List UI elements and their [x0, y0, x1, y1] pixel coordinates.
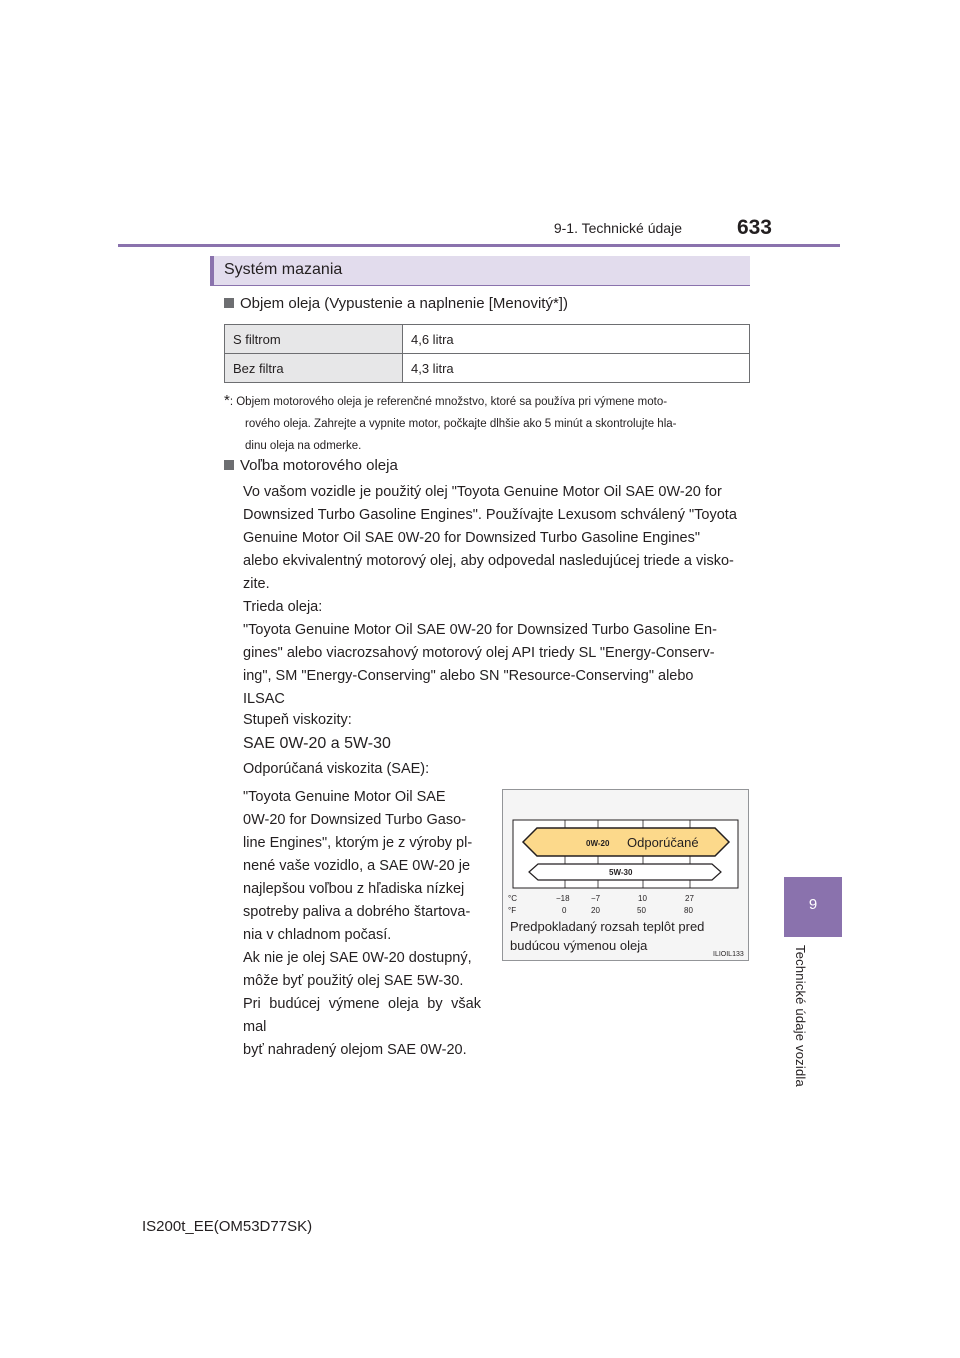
text-line: najlepšou voľbou z hľadiska nízkej [243, 881, 465, 897]
table-row [225, 325, 750, 354]
grade-0w20-label: 0W-20 [586, 839, 610, 848]
chapter-number: 9 [808, 896, 818, 913]
page-number: 633 [736, 216, 772, 239]
square-bullet-icon [224, 298, 234, 308]
fahrenheit-unit: °F [508, 906, 517, 915]
square-bullet-icon [224, 460, 234, 470]
table-cell-label: S filtrom [225, 325, 403, 354]
oil-selection-heading: Voľba motorového oleja [224, 457, 398, 474]
celsius-tick: 27 [685, 894, 694, 903]
oil-selection-intro [243, 481, 745, 596]
text-line: Ak nie je olej SAE 0W-20 dostupný, [243, 950, 472, 966]
text-line: gines" alebo viacrozsahový motorový olej API triedy SL "Energy-Conserv- [243, 645, 715, 661]
celsius-unit: °C [508, 894, 517, 903]
caption-line: budúcou výmenou oleja [510, 938, 648, 953]
text-line: ing", SM "Energy-Conserving" alebo SN "Resource-Conserving" alebo [243, 668, 694, 684]
running-header-section: 9-1. Technické údaje [553, 220, 682, 236]
text-line: Vo vašom vozidle je použitý olej "Toyota Genuine Motor Oil SAE 0W-20 for [243, 484, 722, 500]
fahrenheit-tick: 0 [562, 906, 567, 915]
text-line: line Engines", ktorým je z výroby pl- [243, 835, 473, 851]
fahrenheit-tick: 50 [637, 906, 646, 915]
text-line: "Toyota Genuine Motor Oil SAE 0W-20 for Downsized Turbo Gasoline En- [243, 622, 717, 638]
section-title: Systém mazania [224, 261, 343, 278]
text-line: nia v chladnom počasí. [243, 927, 392, 943]
oil-grade-block [243, 596, 745, 711]
text-line: 0W-20 for Downsized Turbo Gaso- [243, 812, 466, 828]
celsius-tick: 10 [638, 894, 647, 903]
table-row [225, 354, 750, 383]
table-cell-value: 4,3 litra [403, 354, 750, 383]
footnote-line: rového oleja. Zahrejte a vypnite motor, počkajte dlhšie ako 5 minút a skontrolujte hla- [245, 418, 677, 430]
grade-5w30-label: 5W-30 [609, 868, 633, 877]
table-cell-value: 4,6 litra [403, 325, 750, 354]
viscosity-label: Stupeň viskozity: [243, 712, 352, 728]
celsius-tick: −18 [556, 894, 570, 903]
figure-caption [510, 917, 710, 955]
model-code: IS200t_EE(OM53D77SK) [142, 1218, 313, 1235]
text-line: Pri budúcej výmene oleja by však mal [243, 996, 481, 1035]
recommended-viscosity-label: Odporúčaná viskozita (SAE): [243, 761, 430, 777]
oil-capacity-table [224, 324, 750, 383]
recommended-note: Odporúčané [627, 835, 699, 850]
figure-code: ILIOIL133 [713, 951, 744, 958]
text-line: "Toyota Genuine Motor Oil SAE [243, 789, 446, 805]
text-line: nené vaše vozidlo, a SAE 0W-20 je [243, 858, 471, 874]
oil-grade-label: Trieda oleja: [243, 599, 323, 615]
oil-capacity-heading: Objem oleja (Vypustenie a naplnenie [Menovitý*]) [224, 295, 568, 312]
fahrenheit-tick: 20 [591, 906, 600, 915]
footnote-line: Objem motorového oleja je referenčné množstvo, ktoré sa používa pri výmene moto- [236, 396, 668, 408]
text-line: Downsized Turbo Gasoline Engines". Používajte Lexusom schválený "Toyota [243, 507, 737, 523]
caption-line: Predpokladaný rozsah teplôt pred [510, 919, 705, 934]
celsius-tick: −7 [591, 894, 601, 903]
text-line: Genuine Motor Oil SAE 0W-20 for Downsized Turbo Gasoline Engines" [243, 530, 701, 546]
header-rule [118, 244, 840, 247]
fahrenheit-tick: 80 [684, 906, 693, 915]
text-line: môže byť použitý olej SAE 5W-30. [243, 973, 464, 989]
table-cell-label: Bez filtra [225, 354, 403, 383]
text-line: spotreby paliva a dobrého štartova- [243, 904, 471, 920]
footnote-mark: * [224, 392, 230, 409]
viscosity-value: SAE 0W-20 a 5W-30 [243, 735, 391, 752]
text-line: alebo ekvivalentný motorový olej, aby odpovedal nasledujúcej triede a visko- [243, 553, 734, 569]
text-line: ILSAC [243, 691, 285, 707]
footnote: *: Objem motorového oleja je referenčné množstvo, ktoré sa používa pri výmene moto- rového oleja. Zahrejte a vypnite motor, počkajte dlhšie ako 5 minút a skontrolujte hla- dinu oleja na odmerke. [224, 390, 752, 457]
text-line: zite. [243, 576, 270, 592]
viscosity-grade-block [243, 709, 745, 755]
text-line: byť nahradený olejom SAE 0W-20. [243, 1042, 467, 1058]
footnote-line: dinu oleja na odmerke. [245, 440, 362, 452]
recommended-viscosity-text [243, 786, 481, 1062]
chapter-label: Technické údaje vozidla [793, 945, 808, 1087]
